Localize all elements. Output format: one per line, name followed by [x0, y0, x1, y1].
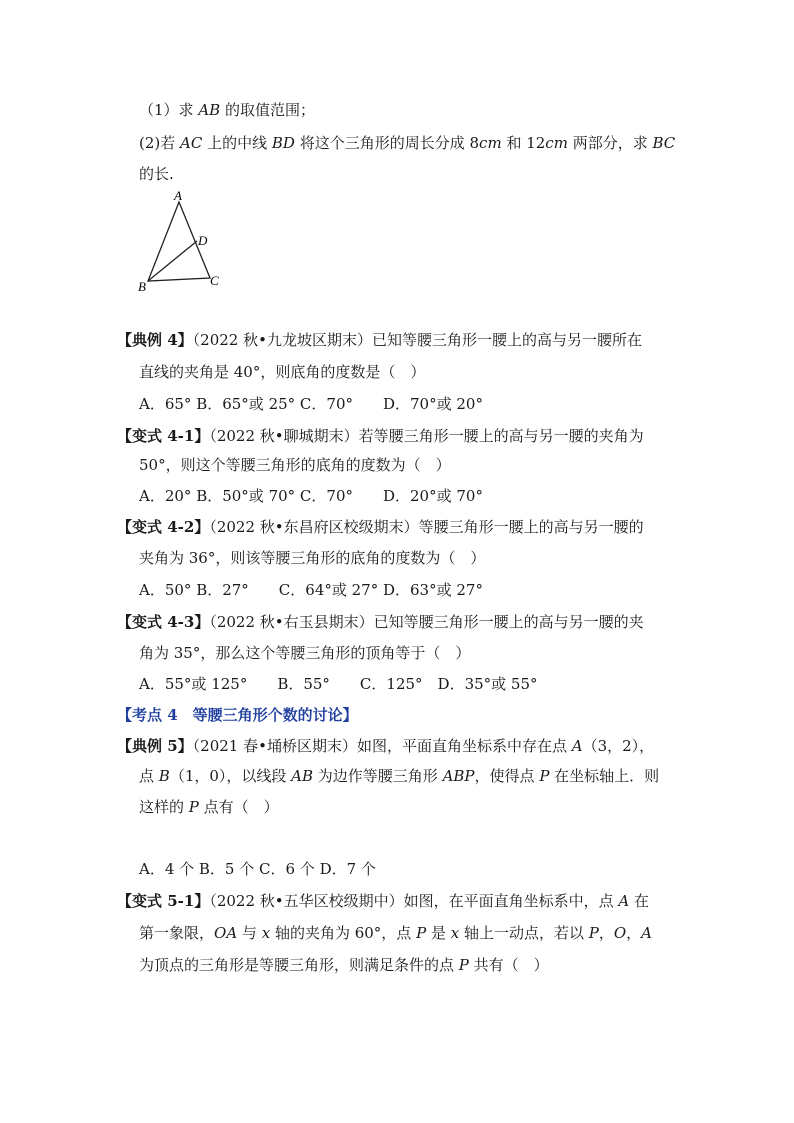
example-4-options: A．65° B．65°或 25° C．70° D．70°或 20°	[139, 395, 483, 413]
variant-4-3-line-2: 角为 35°，那么这个等腰三角形的顶角等于（ ）	[139, 644, 471, 662]
example-5-tag: 【典例 5】	[117, 737, 193, 755]
example-4-line-2: 直线的夹角是 40°，则底角的度数是（ ）	[139, 363, 426, 381]
variant-4-3-tag: 【变式 4-3】	[117, 613, 210, 631]
example-4-tag: 【典例 4】	[117, 331, 193, 349]
example-5-line-2: 点 B（1，0），以线段 AB 为边作等腰三角形 ABP，使得点 P 在坐标轴上．则	[139, 767, 660, 785]
variant-4-2-tag: 【变式 4-2】	[117, 518, 210, 536]
triangle-abc-figure	[134, 188, 234, 298]
example-5-line-1: 【典例 5】（2021 春•埇桥区期末）如图，平面直角坐标系中存在点 A（3，2），	[117, 737, 655, 755]
variant-5-1-line-1: 【变式 5-1】（2022 秋•五华区校级期中）如图，在平面直角坐标系中，点 A 在	[117, 892, 650, 910]
question-2-line-1: (2)若 AC 上的中线 BD 将这个三角形的周长分成 8cm 和 12cm 两部分，求 BC	[139, 134, 676, 152]
variant-5-1-line-3: 为顶点的三角形是等腰三角形，则满足条件的点 P 共有（ ）	[139, 956, 549, 974]
variant-4-1-line-2: 50°，则这个等腰三角形的底角的度数为（ ）	[139, 456, 451, 474]
variant-4-2-line-2: 夹角为 36°，则该等腰三角形的底角的度数为（ ）	[139, 549, 486, 567]
label-a: A	[174, 188, 182, 203]
label-c: C	[210, 273, 219, 288]
label-b: B	[138, 279, 146, 294]
example-5-options: A．4 个 B．5 个 C．6 个 D．7 个	[139, 860, 376, 878]
example-4-line-1: 【典例 4】（2022 秋•九龙坡区期末）已知等腰三角形一腰上的高与另一腰所在	[117, 331, 642, 349]
variant-4-2-line-1: 【变式 4-2】（2022 秋•东昌府区校级期末）等腰三角形一腰上的高与另一腰的	[117, 518, 644, 536]
variant-5-1-tag: 【变式 5-1】	[117, 892, 210, 910]
example-5-line-3: 这样的 P 点有（ ）	[139, 798, 279, 816]
variant-4-2-options: A．50° B．27° C．64°或 27° D．63°或 27°	[139, 581, 483, 599]
variant-4-1-tag: 【变式 4-1】	[117, 427, 210, 445]
variant-4-3-options: A．55°或 125° B．55° C．125° D．35°或 55°	[139, 675, 538, 693]
variant-4-3-line-1: 【变式 4-3】（2022 秋•右玉县期末）已知等腰三角形一腰上的高与另一腰的夹	[117, 613, 644, 631]
section-heading-topic-4: 【考点 4 等腰三角形个数的讨论】	[117, 706, 358, 724]
label-d: D	[198, 233, 208, 248]
question-2-line-2: 的长.	[139, 165, 174, 183]
variant-4-1-options: A．20° B．50°或 70° C．70° D．20°或 70°	[139, 487, 483, 505]
question-1: （1）求 AB 的取值范围；	[139, 101, 315, 119]
variant-4-1-line-1: 【变式 4-1】（2022 秋•聊城期末）若等腰三角形一腰上的高与另一腰的夹角为	[117, 427, 644, 445]
variant-5-1-line-2: 第一象限，OA 与 x 轴的夹角为 60°，点 P 是 x 轴上一动点，若以 P，O，A	[139, 924, 653, 942]
